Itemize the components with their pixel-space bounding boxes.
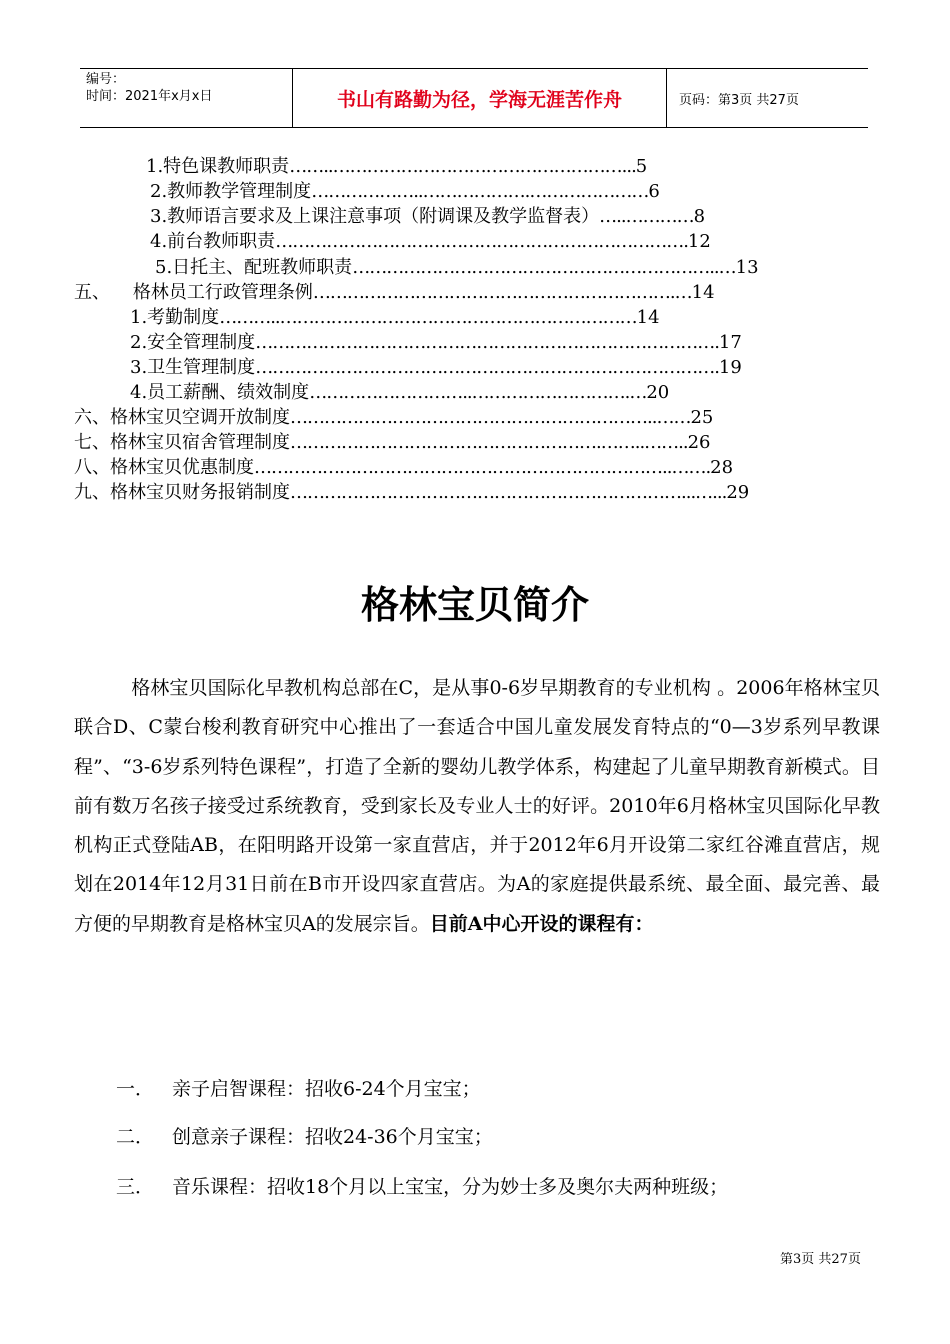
toc-label: 六、格林宝贝空调开放制度 [74, 407, 290, 428]
page-title: 格林宝贝简介 [360, 583, 589, 627]
toc-dots: ……..……………………………………………... [289, 156, 636, 177]
intro-text: 格林宝贝国际化早教机构总部在C，是从事0-6岁早期教育的专业机构 。2006年格林宝贝联合D、C蒙台梭利教育研究中心推出了一套适合中国儿童发展发育特点的“0—3岁系列早教课程”、“3-6岁系列特色课程”，打造了全新的婴幼儿教学体系，构建起了儿童早期教育新模式。目前有数万名孩子接受过系统教育，受到家长及专业人士的好评。2010年6月格林宝贝国际化早教机构正式登陆AB，在阳明路开设第一家直营店，并于2012年6月开设第二家红谷滩直营店，规划在2014年12月31日前在B市开设四家直营店。为A的家庭提供最系统、最全面、最完善、最方便的早期教育是格林宝贝A的发展宗旨。 [74, 677, 880, 935]
toc-label: 七、格林宝贝宿舍管理制度 [74, 432, 290, 453]
toc-page: 13 [735, 257, 759, 278]
course-item [116, 1074, 481, 1104]
toc-page: 19 [718, 357, 742, 378]
toc-entry[interactable] [74, 431, 711, 455]
toc-page: 6 [648, 181, 660, 202]
time-label: 时间：2021年x月x日 [86, 89, 213, 104]
toc-label: 2.教师教学管理制度 [150, 181, 312, 202]
toc-page: 20 [646, 382, 670, 403]
toc-page: 8 [693, 206, 706, 227]
course-num: 二． [116, 1126, 155, 1148]
course-num: 一． [116, 1078, 155, 1100]
course-item [116, 1122, 493, 1152]
toc-dots: ………………..……………….………………… [311, 181, 649, 202]
toc-dots: ………………………………………………………………………. [255, 332, 719, 353]
toc-label: 4.员工薪酬、绩效制度 [130, 382, 310, 403]
toc-entry[interactable] [130, 381, 669, 405]
toc-dots: ………..……………………………………………………… [219, 307, 637, 328]
toc-page: 12 [687, 231, 711, 252]
toc-entry[interactable] [146, 155, 647, 179]
toc-page: 25 [690, 407, 714, 428]
intro-bold-text: 目前A中心开设的课程有： [429, 912, 654, 935]
toc-page: 5 [635, 156, 648, 177]
toc-label: 4.前台教师职责 [150, 231, 276, 252]
toc-entry[interactable] [130, 331, 742, 355]
toc-dots: ……………………………………………….……..…….. [290, 432, 688, 453]
toc-page: 17 [718, 332, 742, 353]
toc-label: 九、格林宝贝财务报销制度 [74, 482, 290, 503]
course-num: 三． [116, 1176, 155, 1198]
toc-dots: ………………………..……………………….… [309, 382, 647, 403]
toc-dots: ………………………………………………………………..……. [254, 457, 711, 478]
toc-entry[interactable] [155, 256, 759, 280]
toc-entry[interactable] [74, 456, 733, 480]
course-text: 音乐课程：招收18个月以上宝宝，分为妙士多及奥尔夫两种班级； [172, 1176, 729, 1198]
page-header [80, 68, 868, 128]
toc-dots: ………………………………………………………..…… [290, 407, 691, 428]
toc-dots: ………………………………………………………………………. [255, 357, 719, 378]
toc-entry[interactable] [74, 481, 749, 505]
page-footer: 第3页 共27页 [780, 1252, 861, 1267]
header-meta [80, 69, 293, 127]
toc-dots: ………………………………………………………………. [275, 231, 688, 252]
intro-paragraph [74, 669, 880, 944]
toc-label: 5.日托主、配班教师职责 [155, 257, 353, 278]
toc-dots: ……………………………………………………………...…... [290, 482, 727, 503]
toc-dots: …..………… [599, 206, 694, 227]
toc-label: 3.卫生管理制度 [130, 357, 256, 378]
toc-entry[interactable] [130, 306, 660, 330]
toc-entry[interactable] [150, 230, 711, 254]
course-text: 亲子启智课程：招收6-24个月宝宝； [172, 1078, 481, 1100]
toc-label: 3.教师语言要求及上课注意事项（附调课及教学监督表） [150, 206, 600, 227]
toc-page: 28 [710, 457, 734, 478]
toc-entry[interactable] [74, 281, 715, 305]
code-label: 编号： [86, 72, 126, 87]
toc-dots: ………………………………………………………..… [352, 257, 736, 278]
toc-label: 五、 格林员工行政管理条例 [74, 282, 313, 303]
toc-page: 29 [726, 482, 750, 503]
toc-label: 2.安全管理制度 [130, 332, 256, 353]
toc-label: 1.特色课教师职责 [146, 156, 290, 177]
toc-dots: ……………………………………………………….… [312, 282, 692, 303]
toc-page: 14 [691, 282, 715, 303]
toc-entry[interactable] [150, 180, 660, 204]
header-page-info: 页码：第3页 共27页 [679, 92, 799, 108]
toc-page: 14 [636, 307, 660, 328]
toc-entry[interactable] [74, 406, 713, 430]
toc-label: 八、格林宝贝优惠制度 [74, 457, 254, 478]
toc-entry[interactable] [130, 356, 742, 380]
toc-page: 26 [687, 432, 711, 453]
course-item [116, 1172, 728, 1202]
toc-label: 1.考勤制度 [130, 307, 220, 328]
course-text: 创意亲子课程：招收24-36个月宝宝； [172, 1126, 493, 1148]
toc-entry[interactable] [150, 205, 705, 229]
header-motto: 书山有路勤为径，学海无涯苦作舟 [293, 69, 667, 127]
